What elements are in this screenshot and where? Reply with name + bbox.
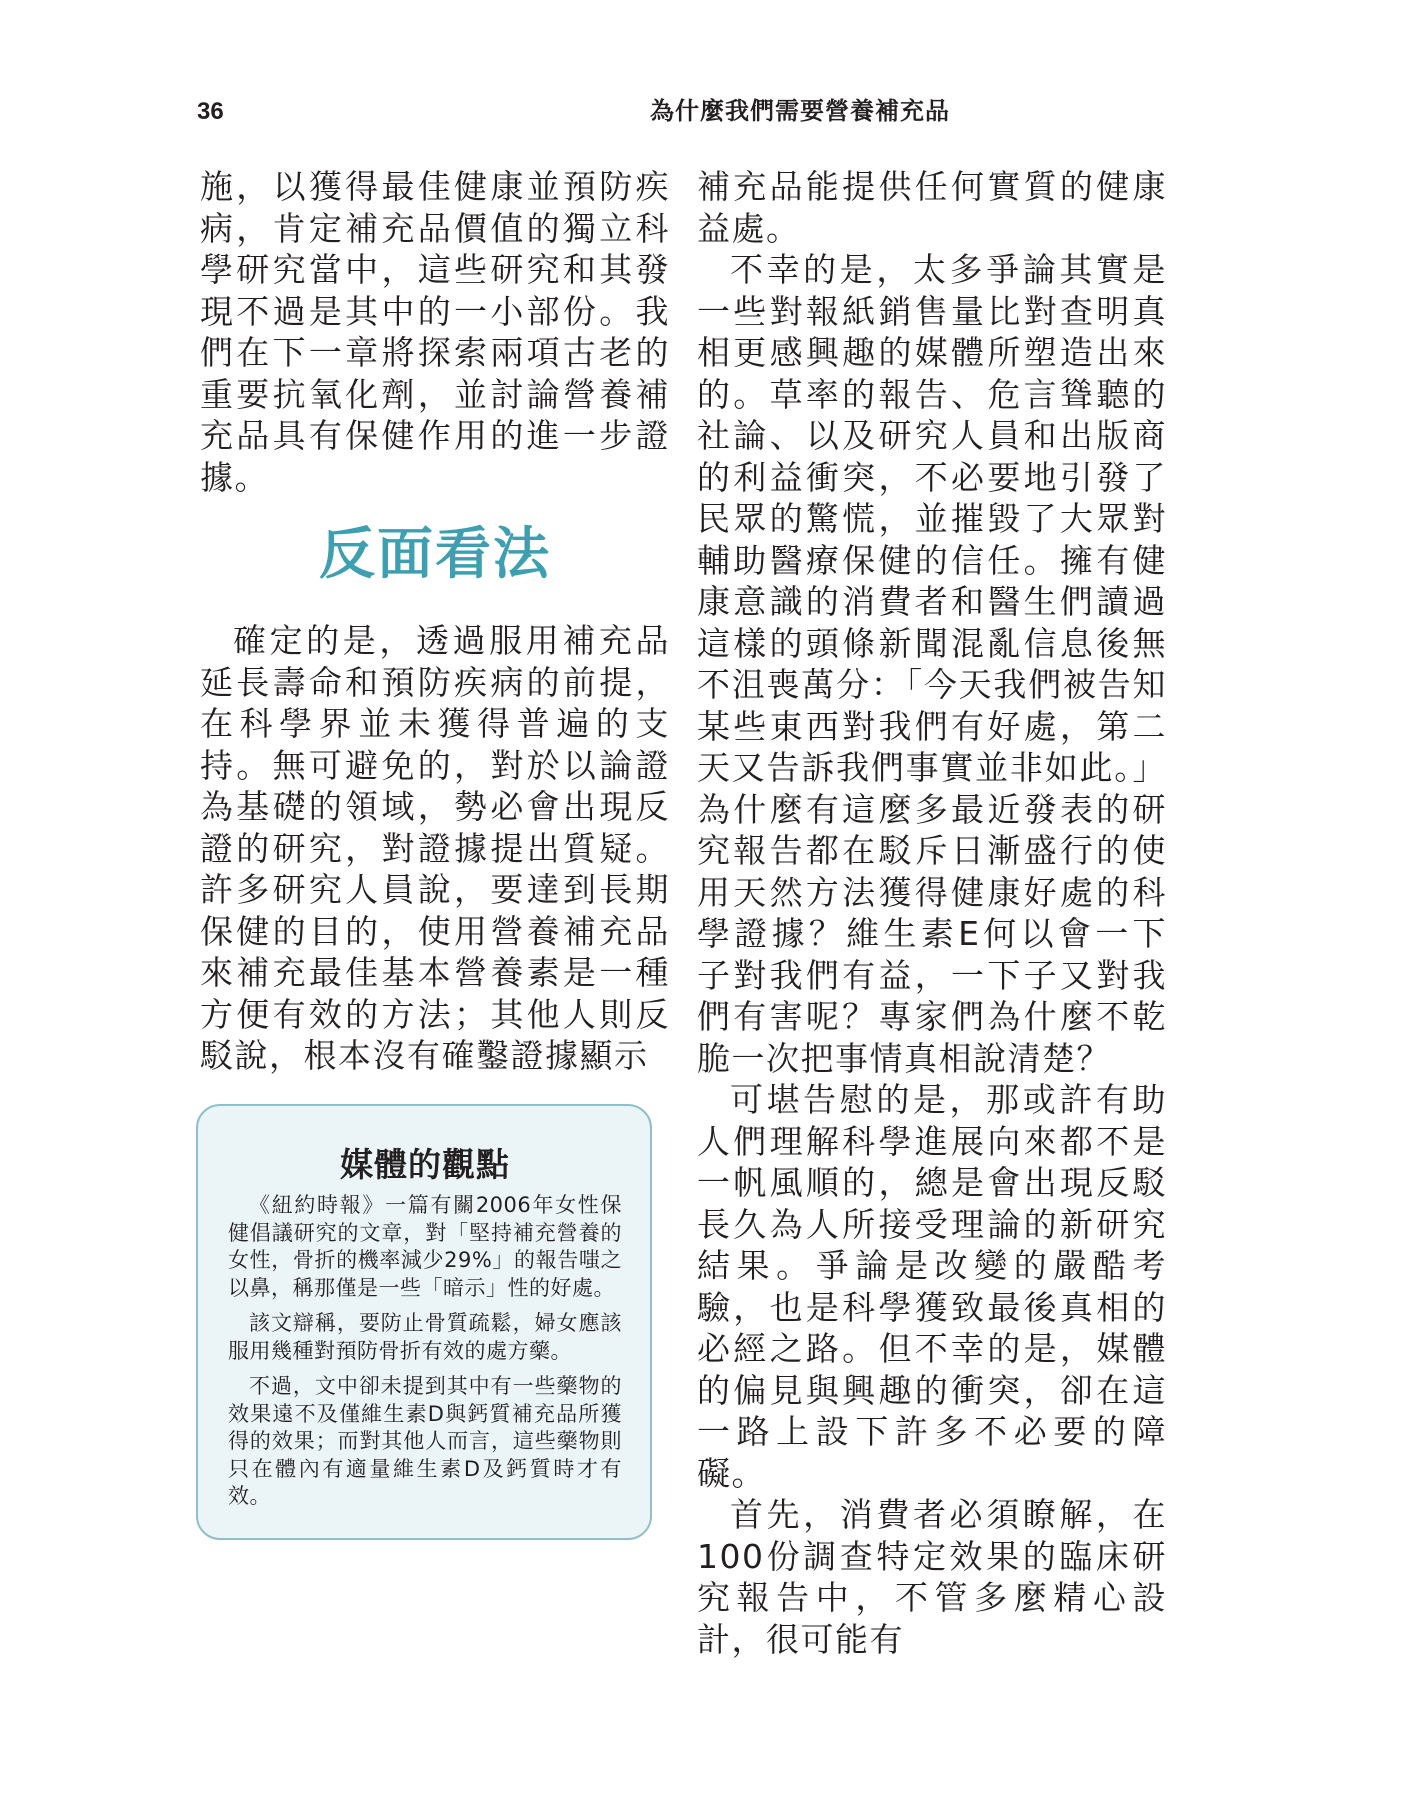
left-column-intro	[200, 166, 670, 498]
section-heading: 反面看法	[319, 522, 551, 587]
paragraph-intro-continued: 施，以獲得最佳健康並預防疾病，肯定補充品價值的獨立科學研究當中，這些研究和其發現不過是其中的一小部份。我們在下一章將探索兩項古老的重要抗氧化劑，並討論營養補充品具有保健作用的進一步證據。	[200, 167, 670, 497]
sidebar-paragraph: 《紐約時報》一篇有關2006年女性保健倡議研究的文章，對「堅持補充營養的女性，骨折的機率減少29%」的報告嗤之以鼻，稱那僅是一些「暗示」性的好處。	[228, 1193, 622, 1300]
sidebar-paragraph: 該文辯稱，要防止骨質疏鬆，婦女應該服用幾種對預防骨折有效的處方藥。	[228, 1311, 622, 1363]
sidebar-paragraph: 不過，文中卻未提到其中有一些藥物的效果遠不及僅維生素D與鈣質補充品所獲得的效果；而對其他人而言，這些藥物則只在體內有適量維生素D及鈣質時才有效。	[228, 1374, 622, 1508]
paragraph-counter-view: 確定的是，透過服用補充品延長壽命和預防疾病的前提，在科學界並未獲得普遍的支持。無可避免的，對於以論證為基礎的領域，勢必會出現反證的研究，對證據提出質疑。許多研究人員說，要達到長期保健的目的，使用營養補充品來補充最佳基本營養素是一種方便有效的方法；其他人則反駁說，根本沒有確鑿證據顯示	[200, 621, 670, 1075]
paragraph-consumer-understanding: 首先，消費者必須瞭解，在100份調查特定效果的臨床研究報告中，不管多麼精心設計，很可能有	[697, 1495, 1167, 1659]
left-column-body	[200, 620, 670, 1077]
sidebar-title: 媒體的觀點	[340, 1145, 510, 1184]
media-viewpoint-sidebar	[196, 1104, 652, 1540]
right-column	[697, 166, 1167, 1660]
running-title: 為什麼我們需要營養補充品	[650, 97, 950, 125]
paragraph-scientific-progress: 可堪告慰的是，那或許有助人們理解科學進展向來都不是一帆風順的，總是會出現反駁長久為人所接受理論的新研究結果。爭論是改變的嚴酷考驗，也是科學獲致最後真相的必經之路。但不幸的是，媒體的偏見與興趣的衝突，卻在這一路上設下許多不必要的障礙。	[697, 1080, 1167, 1493]
paragraph-continued: 補充品能提供任何實質的健康益處。	[697, 167, 1167, 248]
paragraph-media-controversy: 不幸的是，太多爭論其實是一些對報紙銷售量比對查明真相更感興趣的媒體所塑造出來的。草率的報告、危言聳聽的社論、以及研究人員和出版商的利益衝突，不必要地引發了民眾的驚慌，並摧毀了大眾對輔助醫療保健的信任。擁有健康意識的消費者和醫生們讀過這樣的頭條新聞混亂信息後無不沮喪萬分：「今天我們被告知某些東西對我們有好處，第二天又告訴我們事實並非如此。」為什麼有這麼多最近發表的研究報告都在駁斥日漸盛行的使用天然方法獲得健康好處的科學證據？維生素E何以會一下子對我們有益，一下子又對我們有害呢？專家們為什麼不乾脆一次把事情真相說清楚？	[697, 250, 1167, 1078]
page-number: 36	[197, 98, 224, 125]
